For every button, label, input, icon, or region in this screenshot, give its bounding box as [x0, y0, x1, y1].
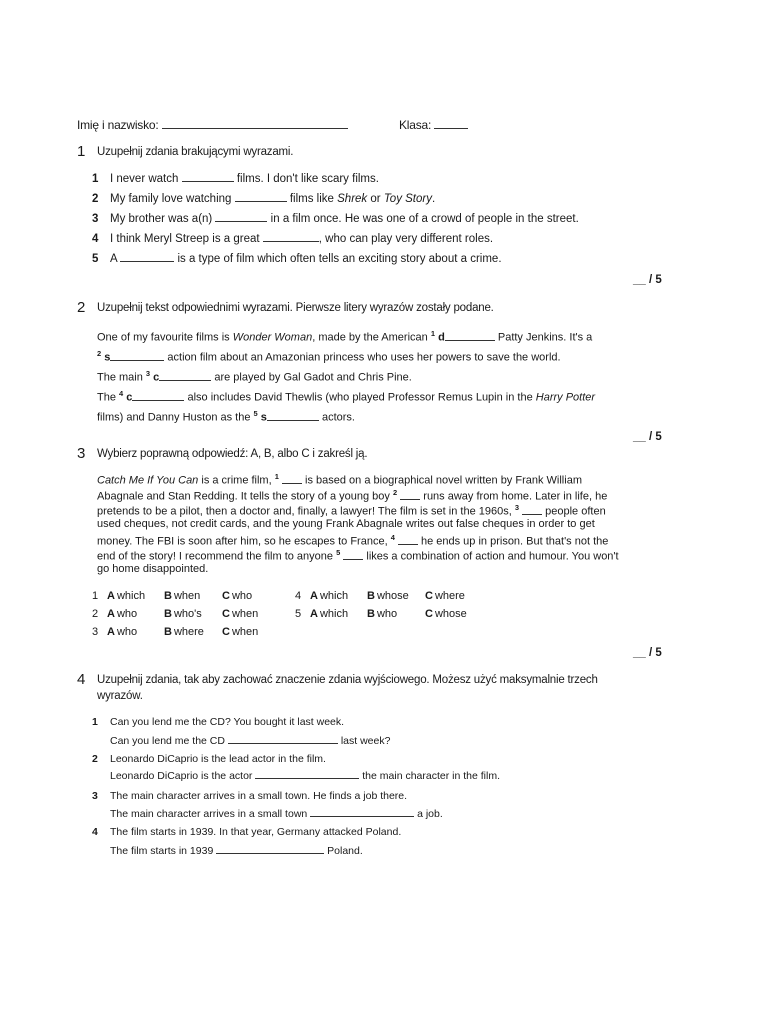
- class-blank[interactable]: [434, 128, 468, 129]
- ex4-item-2-question: 2 Leonardo DiCaprio is the lead actor in the film.: [92, 753, 326, 765]
- class-label: Klasa:: [399, 118, 432, 132]
- exercise-4-title-line-2: wyrazów.: [97, 690, 143, 702]
- ex4-item-3-question: 3 The main character arrives in a small town. He finds a job there.: [92, 790, 408, 802]
- ex3-q2-option-b[interactable]: B who's: [164, 608, 202, 620]
- ex2-score: __ / 5: [633, 431, 662, 443]
- ex1-item-2: 2 My family love watching films like Shrek or Toy Story.: [92, 193, 436, 205]
- ex1-score: __ / 5: [633, 274, 662, 286]
- ex1-blank-1[interactable]: [182, 181, 234, 182]
- ex4-item-2-answer: Leonardo DiCaprio is the actor the main character in the film.: [110, 770, 500, 782]
- ex3-q5-option-a[interactable]: A which: [310, 608, 349, 620]
- ex3-line-2: Abagnale and Stan Redding. It tells the story of a young boy $^2$ runs away from home. Later in life, he: [97, 488, 608, 503]
- ex4-blank-4[interactable]: [216, 853, 324, 854]
- name-blank[interactable]: [162, 128, 348, 129]
- ex4-item-1-answer: Can you lend me the CD last week?: [110, 735, 391, 747]
- ex1-blank-5[interactable]: [120, 261, 174, 262]
- exercise-3-title: Wybierz poprawną odpowiedź: A, B, albo C i zakreśl ją.: [97, 448, 368, 460]
- ex3-q5-option-c[interactable]: C whose: [425, 608, 467, 620]
- ex3-line-6: end of the story! I recommend the film to anyone $^5$ likes a combination of action and humour. You won't: [97, 548, 619, 563]
- exercise-4-number: 4: [77, 671, 86, 688]
- ex3-q3-option-c[interactable]: C when: [222, 626, 259, 638]
- ex3-q2-option-c[interactable]: C when: [222, 608, 259, 620]
- exercise-2-number: 2: [77, 299, 86, 316]
- exercise-3-number: 3: [77, 445, 86, 462]
- name-label: Imię i nazwisko:: [77, 118, 159, 132]
- ex3-blank-4[interactable]: [398, 544, 418, 545]
- ex1-item-4: 4 I think Meryl Streep is a great , who can play very different roles.: [92, 233, 494, 245]
- ex3-q3-option-a[interactable]: A who: [107, 626, 138, 638]
- ex4-blank-2[interactable]: [255, 778, 359, 779]
- ex3-score: __ / 5: [633, 647, 662, 659]
- ex2-blank-5[interactable]: [267, 420, 319, 421]
- ex1-blank-3[interactable]: [215, 221, 267, 222]
- ex2-blank-2[interactable]: [110, 360, 164, 361]
- ex1-blank-4[interactable]: [263, 241, 319, 242]
- ex3-q4-option-b[interactable]: B whose: [367, 590, 409, 602]
- ex2-blank-3[interactable]: [159, 380, 211, 381]
- ex3-blank-2[interactable]: [400, 499, 420, 500]
- exercise-4-title-line-1: Uzupełnij zdania, tak aby zachować znaczenie zdania wyjściowego. Możesz użyć maksymalnie trzech: [97, 674, 598, 686]
- ex4-item-4-answer: The film starts in 1939 Poland.: [110, 845, 363, 857]
- class-field-row: [399, 118, 468, 132]
- ex3-line-3: pretends to be a pilot, then a doctor and, finally, a lawyer! The film is set in the 1960s, $^3$ people often: [97, 503, 606, 518]
- ex2-line-3: The main $^3$ c are played by Gal Gadot and Chris Pine.: [97, 369, 412, 384]
- ex2-blank-1[interactable]: [445, 340, 495, 341]
- ex1-item-5: 5 A is a type of film which often tells an exciting story about a crime.: [92, 253, 502, 265]
- ex3-q1-option-c[interactable]: C who: [222, 590, 253, 602]
- ex1-item-3: 3 My brother was a(n) in a film once. He was one of a crowd of people in the street.: [92, 213, 579, 225]
- ex3-option-row-4: 4 A which B whose C where: [295, 590, 465, 602]
- ex3-option-row-3: 3 A who B where C when: [92, 626, 259, 638]
- ex3-q4-option-a[interactable]: A which: [310, 590, 349, 602]
- ex4-item-1-question: 1 Can you lend me the CD? You bought it last week.: [92, 716, 345, 728]
- ex1-item-1: 1 I never watch films. I don't like scary films.: [92, 173, 379, 185]
- exercise-2-title: Uzupełnij tekst odpowiednimi wyrazami. Pierwsze litery wyrazów zostały podane.: [97, 302, 494, 314]
- exercise-1-number: 1: [77, 143, 86, 160]
- ex3-option-row-5: 5 A which B who C whose: [295, 608, 467, 620]
- ex2-blank-4[interactable]: [132, 400, 184, 401]
- exercise-1-title: Uzupełnij zdania brakującymi wyrazami.: [97, 146, 294, 158]
- ex3-q5-option-b[interactable]: B who: [367, 608, 398, 620]
- ex3-line-1: Catch Me If You Can is a crime film, $^1$ is based on a biographical novel written by Frank William: [97, 472, 582, 487]
- ex2-line-5: films) and Danny Huston as the $^5$ s actors.: [97, 409, 355, 424]
- ex3-option-row-1: 1 A which B when C who: [92, 590, 253, 602]
- ex1-blank-2[interactable]: [235, 201, 287, 202]
- ex4-blank-1[interactable]: [228, 743, 338, 744]
- ex3-q2-option-a[interactable]: A who: [107, 608, 138, 620]
- ex3-q3-option-b[interactable]: B where: [164, 626, 204, 638]
- ex3-line-5: money. The FBI is soon after him, so he escapes to France, $^4$ he ends up in prison. But that's not the: [97, 533, 609, 548]
- ex3-option-row-2: 2 A who B who's C when: [92, 608, 259, 620]
- ex3-blank-1[interactable]: [282, 483, 302, 484]
- ex2-line-1: One of my favourite films is Wonder Woman, made by the American $^1$ d Patty Jenkins. It's a: [97, 329, 593, 344]
- ex3-blank-5[interactable]: [343, 559, 363, 560]
- ex2-line-2: $^2$ s action film about an Amazonian princess who uses her powers to save the world.: [97, 349, 561, 364]
- ex3-line-4: used cheques, not credit cards, and the young Frank Abagnale writes out false cheques in order to get: [97, 518, 595, 530]
- name-field-row: [77, 118, 348, 132]
- ex4-blank-3[interactable]: [310, 816, 414, 817]
- ex2-line-4: The $^4$ c also includes David Thewlis (who played Professor Remus Lupin in the Harry Potter: [97, 389, 596, 404]
- ex4-item-4-question: 4 The film starts in 1939. In that year, Germany attacked Poland.: [92, 826, 402, 838]
- ex3-blank-3[interactable]: [522, 514, 542, 515]
- ex3-q1-option-a[interactable]: A which: [107, 590, 146, 602]
- ex3-q4-option-c[interactable]: C where: [425, 590, 465, 602]
- ex3-q1-option-b[interactable]: B when: [164, 590, 201, 602]
- ex4-item-3-answer: The main character arrives in a small town a job.: [110, 808, 443, 820]
- ex3-line-7: go home disappointed.: [97, 563, 209, 575]
